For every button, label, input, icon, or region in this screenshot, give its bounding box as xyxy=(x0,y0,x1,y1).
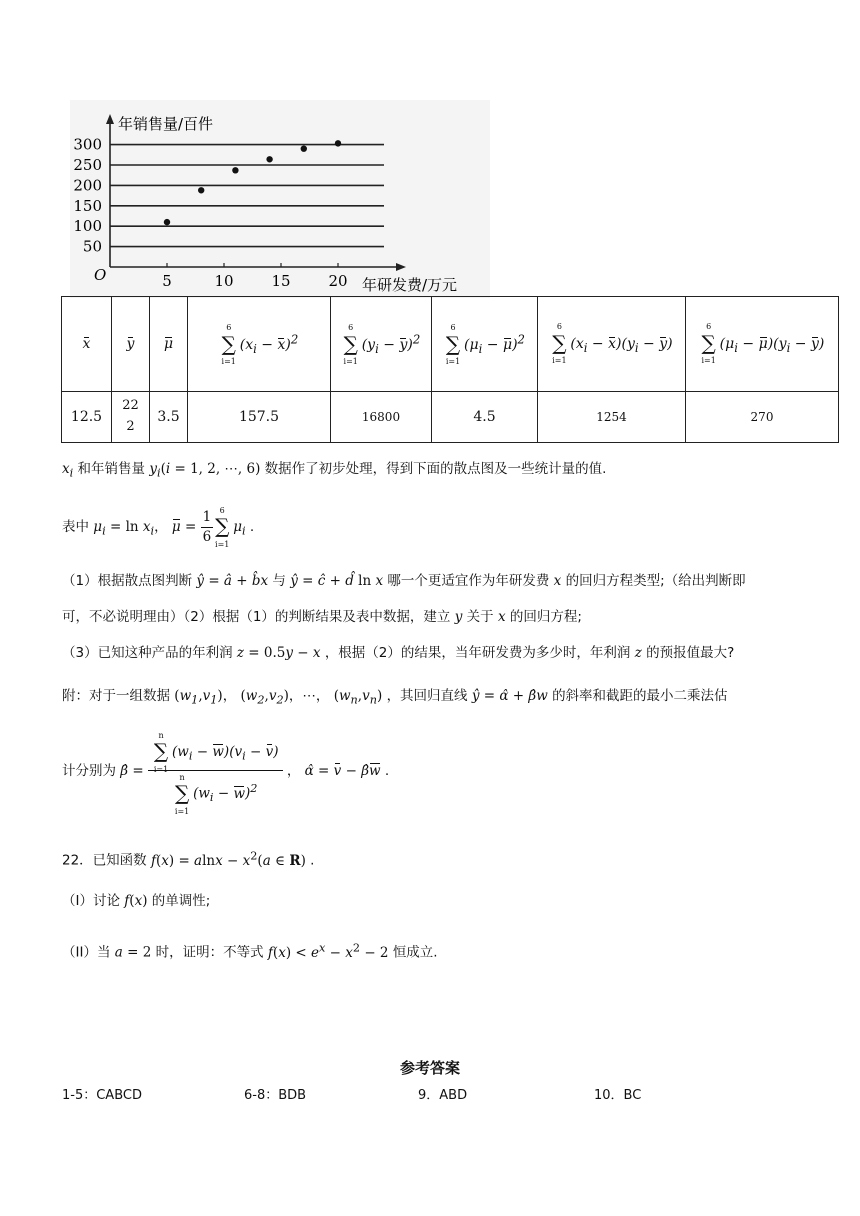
appendix-text-a: 附：对于一组数据 xyxy=(62,688,170,704)
header-sum-xy: 6 ∑ i=1 $(x_i - x)(y_i - y)$ xyxy=(538,297,686,392)
x-tick-label-5: 5 xyxy=(162,272,172,290)
q1-text-b: 与 xyxy=(272,573,286,589)
p22-part1-text: （I）讨论 xyxy=(62,893,120,909)
value-mu-bar: 3.5 xyxy=(150,392,188,443)
q1-text-d: 的回归方程类型;（给出判断即 xyxy=(565,573,746,589)
x-axis-title: 年研发费/万元 xyxy=(362,276,458,294)
q1-text-e: 可，不必说明理由）（2）根据（1）的判断结果及表中数据，建立 xyxy=(62,609,451,625)
chart-grid xyxy=(110,145,384,247)
header-sum-x: 6 ∑ i=1 $(x_i - x)^2$ xyxy=(188,297,331,392)
statistics-table xyxy=(61,296,839,443)
value-y-bar-text: 222 xyxy=(122,398,139,434)
question-3-line: （3）已知这种产品的年利润 z = 0.5y − x ，根据（2）的结果，当年研发费为多少时，年利润 z 的预报值最大? xyxy=(62,645,735,661)
y-tick-label-300: 300 xyxy=(73,135,102,154)
chart-svg xyxy=(70,100,490,298)
intro-text-1: 和年销售量 xyxy=(77,461,146,477)
value-y-bar xyxy=(112,392,150,443)
intro-text-2: 数据作了初步处理，得到下面的散点图及一些统计量的值. xyxy=(264,461,607,477)
value-x-bar: 12.5 xyxy=(62,392,112,443)
value-sum-mu: 4.5 xyxy=(432,392,538,443)
appendix-text-d: 计分别为 xyxy=(62,763,116,780)
header-x-bar: x xyxy=(62,297,112,392)
q1-text-a: （1）根据散点图判断 xyxy=(62,573,193,589)
q1-text-f: 关于 xyxy=(466,609,494,625)
table-header-row xyxy=(62,297,839,392)
q3-text-b: ，根据（2）的结果，当年研发费为多少时，年利润 xyxy=(324,645,631,661)
table-value-row xyxy=(62,392,839,443)
problem-22-line: 22．已知函数 $f(x) = alnx - x^2(a$ ∈ R) . xyxy=(62,849,315,869)
appendix-line: 附：对于一组数据 $(w_1,v_1)$， $(w_2,v_2)$，⋯， $(w_n,v_n)$ ，其回归直线 ŷ = α̂ + β̂w 的斜率和截距的最小二乘法估 xyxy=(62,688,728,707)
appendix-text-b: ，其回归直线 xyxy=(386,688,468,704)
chart-axes xyxy=(106,114,406,271)
q1-text-c: 哪一个更适宜作为年研发费 xyxy=(387,573,550,589)
x-axis-arrow xyxy=(396,263,406,271)
scatter-chart xyxy=(70,100,490,298)
answer-9: 9．ABD xyxy=(418,1088,468,1103)
data-point-4 xyxy=(266,156,272,162)
p22-part2-text-b: 时，证明：不等式 xyxy=(155,944,264,961)
q3-text-a: （3）已知这种产品的年利润 xyxy=(62,645,233,661)
question-1-line: （1）根据散点图判断 ŷ = â + b̂x 与 ŷ = ĉ + d̂ ln x 哪一个更适宜作为年研发费 x 的回归方程类型;（给出判断即 xyxy=(62,573,746,589)
q3-text-c: 的预报值最大? xyxy=(646,645,735,661)
problem-22-part-1: （I）讨论 f(x) 的单调性; xyxy=(62,893,211,909)
answer-6-8: 6-8：BDB xyxy=(244,1088,307,1103)
data-point-2 xyxy=(198,187,204,193)
appendix-text-c: 的斜率和截距的最小二乘法估 xyxy=(552,688,728,704)
header-mu-bar: μ xyxy=(150,297,188,392)
data-point-6 xyxy=(335,140,341,146)
data-point-5 xyxy=(301,145,307,151)
definition-text: 表中 xyxy=(62,518,89,535)
p22-part2-text-a: （II）当 xyxy=(62,944,111,961)
header-sum-mu: 6 ∑ i=1 $(\mu_i - \mu)^2$ xyxy=(432,297,538,392)
definition-line: 表中 $\mu_i = \ln x_i$， μ = $\frac{1}{6}$ 6 ∑ i=1 $\mu_i$ . xyxy=(62,505,255,549)
value-sum-muy: 270 xyxy=(686,392,839,443)
value-sum-y: 16800 xyxy=(331,392,432,443)
answer-1-5: 1-5：CABCD xyxy=(62,1088,142,1103)
value-sum-x: 157.5 xyxy=(188,392,331,443)
answers-heading: 参考答案 xyxy=(399,1059,460,1077)
intro-line: $x_i$ 和年销售量 $y_i(i = 1$, 2, ⋯, 6) 数据作了初步处理，得到下面的散点图及一些统计量的值. xyxy=(62,461,607,480)
y-tick-label-150: 150 xyxy=(73,196,102,215)
header-y-bar: y xyxy=(112,297,150,392)
y-tick-label-250: 250 xyxy=(73,156,102,174)
q1-text-g: 的回归方程; xyxy=(509,609,582,625)
chart-points xyxy=(164,140,341,225)
y-tick-label-100: 100 xyxy=(73,217,102,236)
p22-part1-text-b: 的单调性; xyxy=(151,893,211,909)
answer-10: 10．BC xyxy=(594,1088,642,1103)
problem-22-part-2: （II）当 a = 2 时，证明：不等式 $f(x) < e^x - x^2 - 2$ 恒成立. xyxy=(62,941,438,961)
data-point-1 xyxy=(164,219,170,225)
origin-label: O xyxy=(94,266,107,284)
x-tick-label-20: 20 xyxy=(328,272,348,290)
y-axis-arrow xyxy=(106,114,114,124)
value-sum-xy: 1254 xyxy=(538,392,686,443)
formula-line: 计分别为 β̂ = n ∑ i=1 $(w_i - w)(v_i - v)$ n ∑ i=1 $(w_i - w)^2$ ， α̂ = v − β̂w . xyxy=(62,731,390,816)
y-tick-label-50: 50 xyxy=(82,237,102,256)
x-tick-label-10: 10 xyxy=(214,272,234,290)
x-tick-label-15: 15 xyxy=(271,272,291,290)
data-point-3 xyxy=(232,167,238,173)
p22-part2-text-c: 恒成立. xyxy=(392,944,438,961)
y-axis-title: 年销售量/百件 xyxy=(118,115,214,133)
header-sum-muy: 6 ∑ i=1 $(\mu_i - \mu)(y_i - y)$ xyxy=(686,297,839,392)
header-sum-y: 6 ∑ i=1 $(y_i - y)^2$ xyxy=(331,297,432,392)
question-2-line: 可，不必说明理由）（2）根据（1）的判断结果及表中数据，建立 y 关于 x 的回归方程; xyxy=(62,609,582,625)
p22-text-a: 22．已知函数 xyxy=(62,852,147,869)
y-tick-label-200: 200 xyxy=(73,176,102,195)
